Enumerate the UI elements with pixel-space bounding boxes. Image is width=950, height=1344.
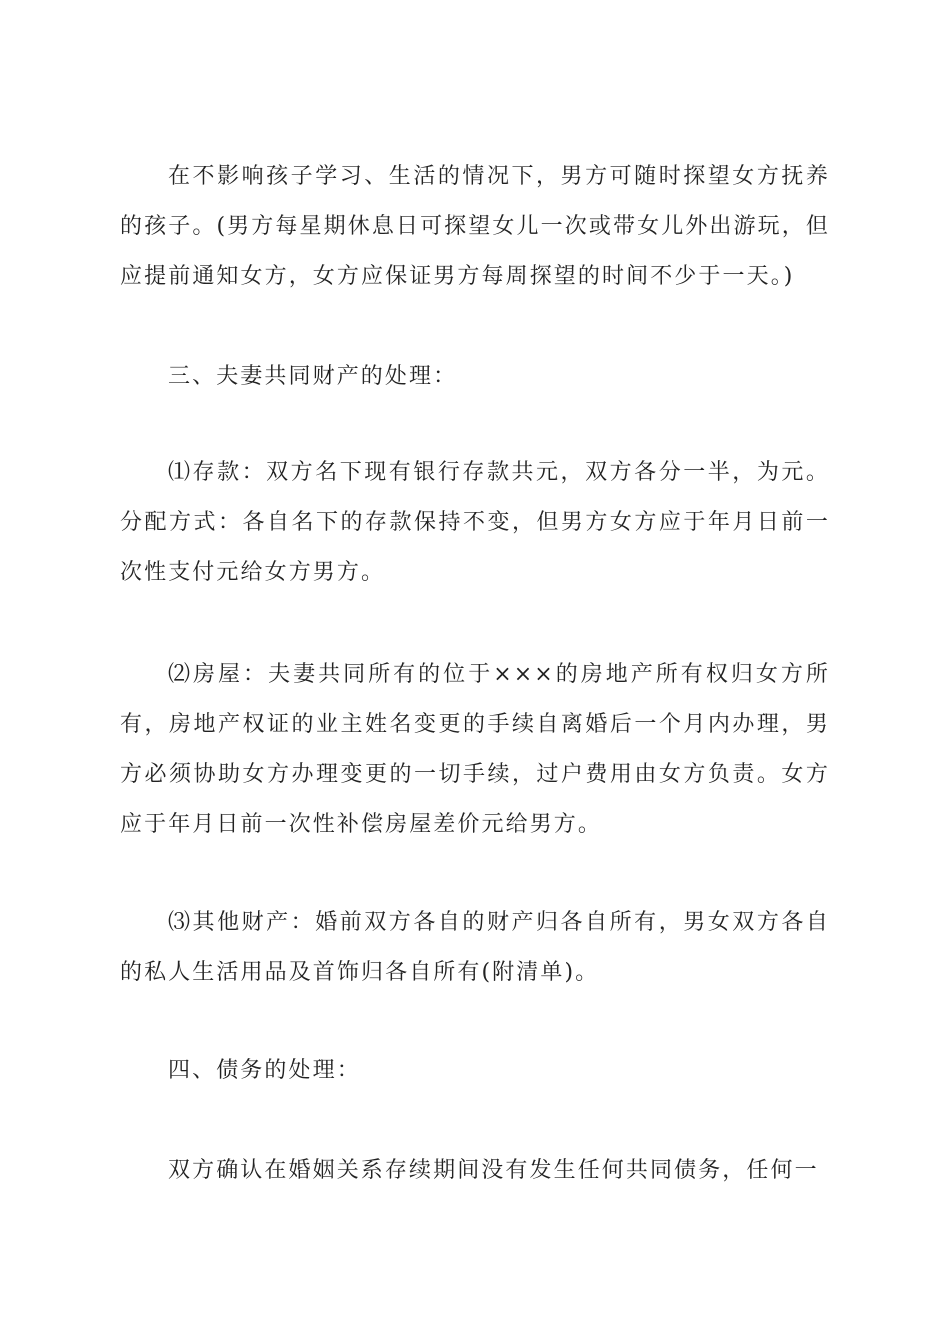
paragraph-house: ⑵房屋：夫妻共同所有的位于×××的房地产所有权归女方所有，房地产权证的业主姓名变更的手续自离婚后一个月内办理，男方必须协助女方办理变更的一切手续，过户费用由女方负责。女方应于年月日前一次性补偿房屋差价元给男方。 bbox=[120, 662, 830, 837]
section-heading-property: 三、夫妻共同财产的处理： bbox=[168, 364, 458, 389]
paragraph-debts: 双方确认在婚姻关系存续期间没有发生任何共同债务，任何一 bbox=[168, 1158, 819, 1183]
section-heading-debts: 四、债务的处理： bbox=[168, 1058, 361, 1083]
paragraph-other-property: ⑶其他财产：婚前双方各自的财产归各自所有，男女双方各自的私人生活用品及首饰归各自所有(附清单)。 bbox=[120, 910, 830, 985]
paragraph-visitation: 在不影响孩子学习、生活的情况下，男方可随时探望女方抚养的孩子。(男方每星期休息日可探望女儿一次或带女儿外出游玩，但应提前通知女方，女方应保证男方每周探望的时间不少于一天。) bbox=[120, 164, 830, 289]
paragraph-deposits: ⑴存款：双方名下现有银行存款共元，双方各分一半，为元。分配方式：各自名下的存款保持不变，但男方女方应于年月日前一次性支付元给女方男方。 bbox=[120, 460, 830, 585]
